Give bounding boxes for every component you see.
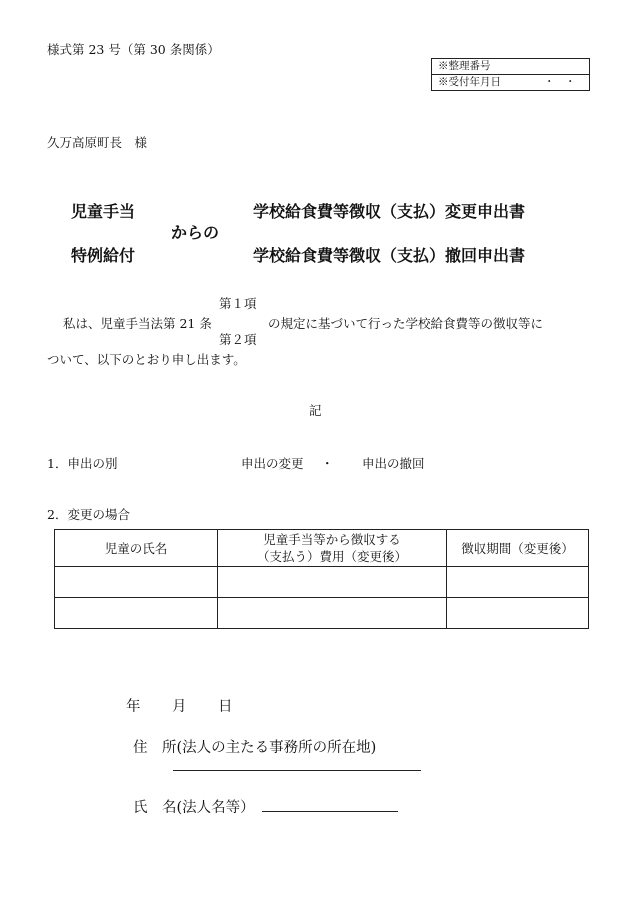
section1-label: 1．申出の別: [47, 456, 118, 471]
date-month-label: 月: [172, 699, 187, 715]
change-details-table: [54, 529, 589, 629]
clause-paragraph-2: 第２項: [219, 332, 257, 347]
table-row: [55, 567, 589, 598]
cell-fee[interactable]: [218, 598, 447, 629]
title-change-request: 学校給食費等徴収（支払）変更申出書: [253, 202, 526, 221]
header-fee-line2: （支払う）費用（変更後）: [256, 549, 407, 564]
office-use-box: [431, 58, 590, 91]
address-label: 住 所(法人の主たる事務所の所在地): [133, 740, 377, 756]
receipt-date-label: ※受付年月日: [438, 76, 501, 88]
cell-period[interactable]: [447, 598, 589, 629]
option-separator: ・: [321, 456, 334, 471]
clause-paragraph-1: 第１項: [219, 296, 257, 311]
reference-number-row[interactable]: [432, 59, 589, 74]
header-period: 徴収期間（変更後）: [447, 530, 589, 567]
cell-period[interactable]: [447, 567, 589, 598]
form-number: 様式第 23 号（第 30 条関係）: [47, 42, 220, 57]
date-year-label: 年: [126, 699, 141, 715]
header-child-name: 児童の氏名: [55, 530, 218, 567]
cell-child-name[interactable]: [55, 598, 218, 629]
table-header-row: [55, 530, 589, 567]
name-label: 氏 名(法人名等）: [133, 800, 255, 816]
header-fee-line1: 児童手当等から徴収する: [263, 532, 401, 547]
option-withdraw[interactable]: 申出の撤回: [362, 456, 425, 471]
receipt-date-row[interactable]: [432, 74, 589, 90]
name-input-line[interactable]: [262, 811, 398, 812]
date-day-label: 日: [218, 699, 233, 715]
cell-child-name[interactable]: [55, 567, 218, 598]
title-special-benefit: 特例給付: [71, 246, 136, 265]
title-from: からの: [171, 223, 220, 242]
cell-fee[interactable]: [218, 567, 447, 598]
address-input-line[interactable]: [173, 770, 421, 771]
reference-number-label: ※整理番号: [438, 60, 491, 72]
header-fee: [218, 530, 447, 567]
title-child-allowance: 児童手当: [71, 202, 136, 221]
title-withdrawal-request: 学校給食費等徴収（支払）撤回申出書: [253, 246, 526, 265]
statement-start: 私は、児童手当法第 21 条: [63, 316, 212, 331]
receipt-date-separators: ・ ・: [544, 76, 576, 88]
statement-end: の規定に基づいて行った学校給食費等の徴収等に: [268, 316, 544, 331]
table-row: [55, 598, 589, 629]
addressee: 久万高原町長 様: [47, 135, 148, 150]
section2-label: 2．変更の場合: [47, 507, 130, 522]
statement-line-2: ついて、以下のとおり申し出ます。: [47, 352, 246, 367]
ki-heading: 記: [309, 403, 322, 418]
option-change[interactable]: 申出の変更: [241, 456, 304, 471]
